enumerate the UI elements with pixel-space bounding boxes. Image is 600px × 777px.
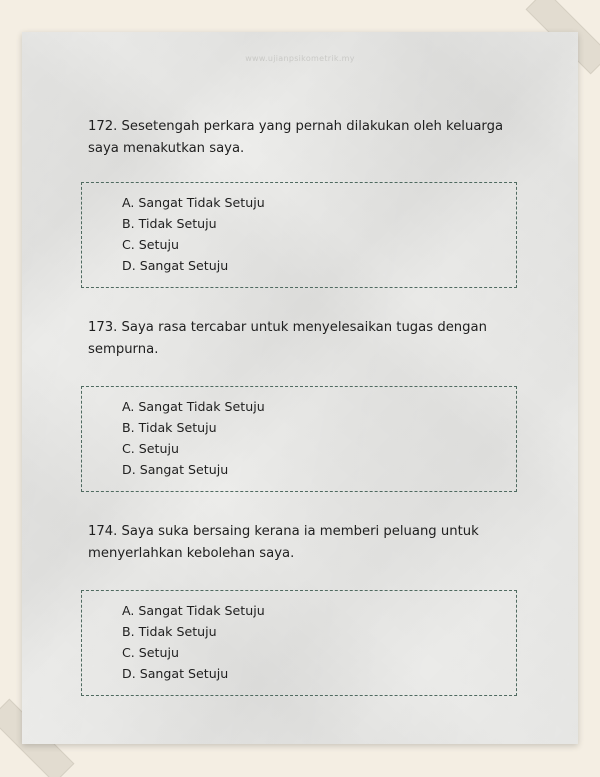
question-172-text: 172. Sesetengah perkara yang pernah dilakukan oleh keluarga saya menakutkan saya. <box>88 119 504 156</box>
question-173-text: 173. Saya rasa tercabar untuk menyelesaikan tugas dengan sempurna. <box>88 320 487 357</box>
question-174-options <box>81 590 517 696</box>
options-list <box>122 396 265 480</box>
question-172-options <box>81 182 517 288</box>
option-c[interactable]: C. Setuju <box>122 645 179 660</box>
options-list <box>122 600 265 684</box>
options-list <box>122 192 265 276</box>
option-a[interactable]: A. Sangat Tidak Setuju <box>122 195 265 210</box>
option-d[interactable]: D. Sangat Setuju <box>122 462 229 477</box>
question-173-options <box>81 386 517 492</box>
option-a[interactable]: A. Sangat Tidak Setuju <box>122 603 265 618</box>
option-d[interactable]: D. Sangat Setuju <box>122 666 229 681</box>
paper-sheet <box>22 32 578 744</box>
option-c[interactable]: C. Setuju <box>122 441 179 456</box>
option-c[interactable]: C. Setuju <box>122 237 179 252</box>
question-174-text: 174. Saya suka bersaing kerana ia memberi peluang untuk menyerlahkan kebolehan saya. <box>88 524 479 561</box>
option-a[interactable]: A. Sangat Tidak Setuju <box>122 399 265 414</box>
option-b[interactable]: B. Tidak Setuju <box>122 216 217 231</box>
option-d[interactable]: D. Sangat Setuju <box>122 258 229 273</box>
watermark: www.ujianpsikometrik.my <box>245 54 355 63</box>
option-b[interactable]: B. Tidak Setuju <box>122 624 217 639</box>
option-b[interactable]: B. Tidak Setuju <box>122 420 217 435</box>
